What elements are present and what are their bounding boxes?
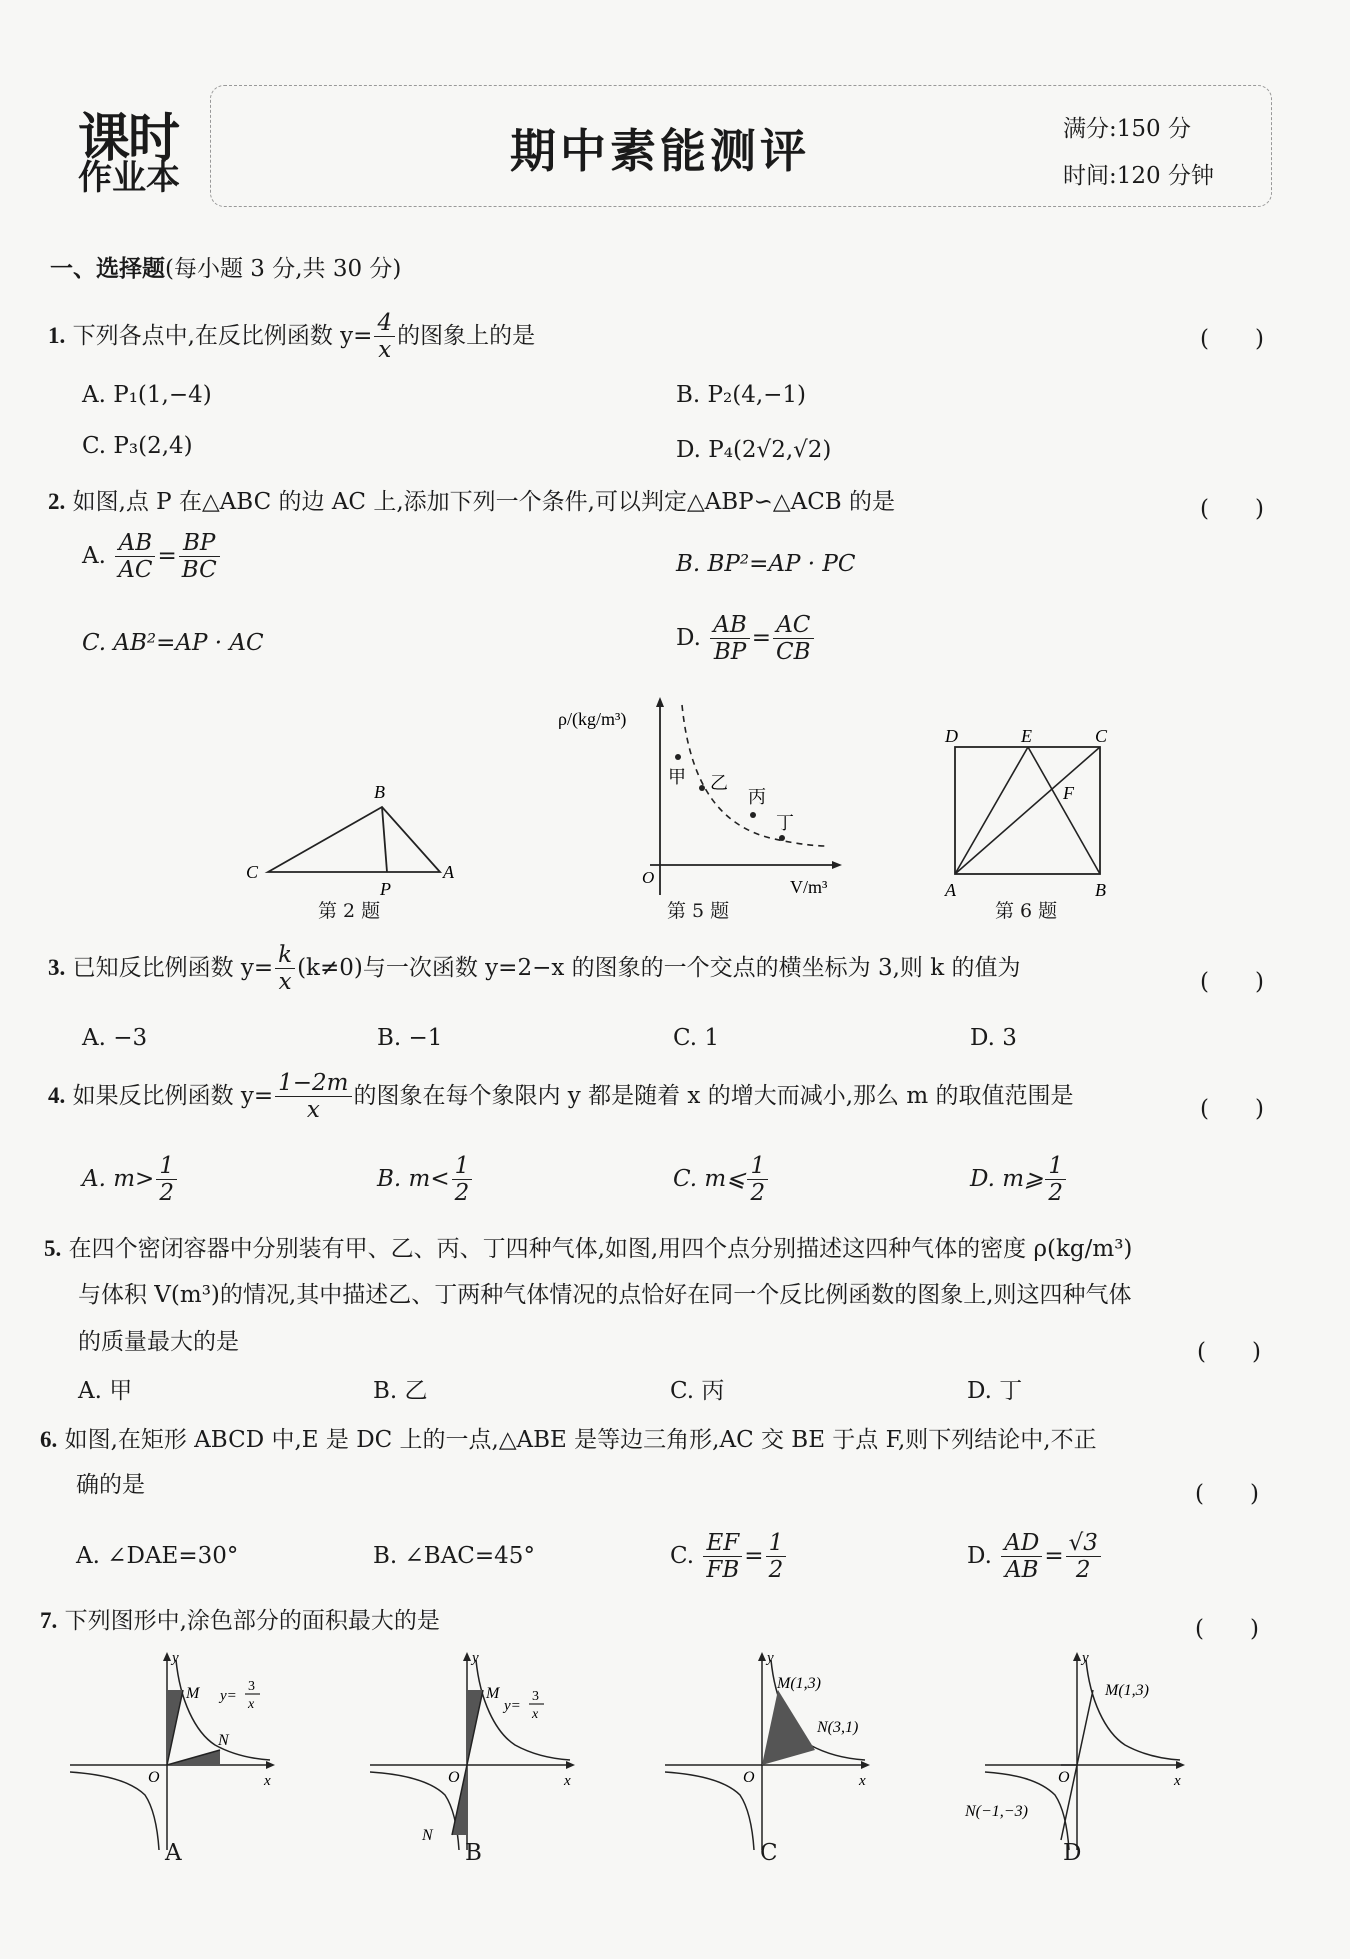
curve-q1 <box>1086 1660 1180 1760</box>
q5-option-a: A. 甲 <box>78 1378 133 1404</box>
q7-text: 下列图形中,涂色部分的面积最大的是 <box>64 1608 440 1634</box>
label-d: D <box>945 726 958 746</box>
label-b: B <box>1095 880 1106 900</box>
frac-den: BC <box>181 557 217 584</box>
logo-line1: 课时 <box>78 109 179 169</box>
q5-option-b: B. 乙 <box>373 1378 428 1404</box>
q6-answer-paren: ( ) <box>1195 1481 1259 1507</box>
q1-number: 1. <box>48 322 66 348</box>
frac-num: 1 <box>452 1153 473 1180</box>
q7-caption-c: C <box>760 1840 778 1866</box>
y-label: y <box>1082 1650 1089 1666</box>
q2-option-d: D. $\frac{AB}{BP}$ = $\frac{AC}{CB}$ <box>676 612 816 666</box>
q5-line1: 在四个密闭容器中分别装有甲、乙、丙、丁四种气体,如图,用四个点分别描述这四种气体的密度 ρ(kg/m³) <box>68 1236 1133 1262</box>
label-a: A <box>945 880 956 900</box>
q5-line2: 与体积 V(m³)的情况,其中描述乙、丁两种气体情况的点恰好在同一个反比例函数的图象上,则这四种气体 <box>78 1282 1132 1308</box>
q6-option-d: D. $\frac{AD}{AB}$ = $\frac{√3}{2}$ <box>967 1530 1103 1584</box>
question-7 <box>40 1607 440 1636</box>
frac-num: 1 <box>1045 1153 1066 1180</box>
q7-number: 7. <box>40 1608 58 1633</box>
q2-d-label: D. <box>676 624 701 651</box>
q4-answer-paren: ( ) <box>1200 1096 1264 1122</box>
question-4 <box>48 1070 1073 1124</box>
question-3 <box>48 942 1020 996</box>
label-m13: M(1,3) <box>1105 1682 1149 1699</box>
q6-d-label: D. <box>967 1542 992 1569</box>
fig5-caption: 第 5 题 <box>667 900 730 922</box>
x-arrow <box>266 1761 275 1769</box>
q4-option-c <box>673 1153 770 1207</box>
q2-d-frac2 <box>773 612 814 666</box>
y-label: y <box>767 1650 774 1666</box>
q4-a-text: A. m> <box>82 1165 155 1192</box>
q6-line2: 确的是 <box>76 1472 145 1498</box>
label-m: M <box>486 1685 500 1702</box>
q3-answer-paren: ( ) <box>1200 969 1264 995</box>
frac-num: AD <box>1001 1530 1042 1557</box>
label-n31: N(3,1) <box>817 1719 859 1736</box>
q1-option-d: D. P₄(2√2,√2) <box>676 437 832 463</box>
label-yi: 乙 <box>710 773 728 793</box>
q6-number: 6. <box>40 1427 58 1452</box>
frac-den: FB <box>706 1557 740 1584</box>
section-note: (每小题 3 分,共 30 分) <box>165 256 402 282</box>
q5-option-c: C. 丙 <box>670 1378 725 1404</box>
section-heading <box>50 250 401 283</box>
func-den: x <box>532 1707 539 1722</box>
q4-fraction <box>275 1070 351 1124</box>
figure-2 <box>240 775 470 915</box>
q5-answer-paren: ( ) <box>1197 1339 1261 1365</box>
q7-graph-c <box>665 1650 895 1865</box>
x-label: x <box>264 1773 271 1789</box>
q3-pre: 已知反比例函数 y= <box>72 954 274 981</box>
q7-caption-a: A <box>165 1840 182 1866</box>
question-5 <box>44 1235 1132 1264</box>
x-arrow <box>1176 1761 1185 1769</box>
question-1 <box>48 310 535 364</box>
frac-den: CB <box>776 639 811 666</box>
x-axis-label: V/m³ <box>790 877 828 897</box>
label-ding: 丁 <box>776 813 794 833</box>
frac-den: 2 <box>1075 1557 1091 1584</box>
fig2-caption: 第 2 题 <box>318 900 381 922</box>
q3-post: (k≠0)与一次函数 y=2−x 的图象的一个交点的横坐标为 3,则 k 的值为 <box>297 954 1021 981</box>
y-axis-label: ρ/(kg/m³) <box>558 709 627 729</box>
page-title: 期中素能测评 <box>510 124 810 178</box>
triangle-abc <box>268 807 440 872</box>
q1-answer-paren: ( ) <box>1200 326 1264 352</box>
q7-graph-d <box>960 1650 1190 1865</box>
origin-label: O <box>1058 1769 1070 1786</box>
q3-number: 3. <box>48 954 66 980</box>
q3-fraction <box>275 942 295 996</box>
figure-6 <box>935 722 1115 902</box>
frac-num: BP <box>179 530 220 557</box>
q2-answer-paren: ( ) <box>1200 496 1264 522</box>
frac-den: 2 <box>1048 1180 1063 1207</box>
curve-q3 <box>665 1772 754 1850</box>
q4-number: 4. <box>48 1082 66 1108</box>
question-6 <box>40 1426 1097 1455</box>
q4-option-b <box>377 1153 474 1207</box>
label-c: C <box>246 862 259 882</box>
frac-num: √3 <box>1066 1530 1101 1557</box>
segment-bp <box>382 807 387 872</box>
frac-num: AC <box>773 612 814 639</box>
q6-option-b: B. ∠BAC=45° <box>373 1543 535 1569</box>
q1-post: 的图象上的是 <box>397 322 536 349</box>
q7-answer-paren: ( ) <box>1195 1616 1259 1642</box>
origin-label: O <box>148 1769 160 1786</box>
frac-num: k <box>275 942 295 969</box>
q2-text: 如图,点 P 在△ABC 的边 AC 上,添加下列一个条件,可以判定△ABP∽△ACB 的是 <box>72 489 896 515</box>
logo-line2: 作业本 <box>78 158 180 198</box>
origin-label: O <box>642 868 655 887</box>
curve-q3 <box>370 1772 459 1850</box>
figure-5 <box>550 695 850 905</box>
q6-line1: 如图,在矩形 ABCD 中,E 是 DC 上的一点,△ABE 是等边三角形,AC 交 BE 于点 F,则下列结论中,不正 <box>64 1427 1097 1453</box>
label-n: N <box>218 1732 229 1749</box>
q7-caption-d: D <box>1063 1840 1082 1866</box>
frac-num: 1 <box>766 1530 787 1557</box>
func-num: 3 <box>532 1689 539 1704</box>
func-den: x <box>248 1697 255 1712</box>
func-num: 3 <box>248 1679 255 1694</box>
point-yi <box>699 785 705 791</box>
q6-c-label: C. <box>670 1542 695 1569</box>
q1-option-a: A. P₁(1,−4) <box>82 382 212 408</box>
q1-option-c: C. P₃(2,4) <box>82 433 193 459</box>
q1-fraction <box>374 310 395 364</box>
question-2 <box>48 488 895 517</box>
segment-ac <box>955 747 1100 874</box>
y-arrow <box>463 1652 471 1661</box>
q1-frac-den: x <box>378 337 392 364</box>
segment-ae <box>955 747 1028 874</box>
q2-a-frac1 <box>115 530 155 584</box>
frac-den: x <box>306 1097 320 1124</box>
q3-option-a: A. −3 <box>82 1025 148 1051</box>
frac-den: 2 <box>750 1180 766 1207</box>
q4-c-text: C. m⩽ <box>673 1165 746 1192</box>
label-nm13: N(−1,−3) <box>965 1803 1028 1820</box>
frac-den: 2 <box>454 1180 470 1207</box>
segment-be <box>1028 747 1100 874</box>
point-jia <box>675 754 681 760</box>
q6-option-a: A. ∠DAE=30° <box>76 1543 239 1569</box>
q7-graph-b <box>370 1650 585 1865</box>
frac-num: EF <box>703 1530 742 1557</box>
frac-num: 1 <box>156 1153 177 1180</box>
q7-graph-a <box>70 1650 285 1865</box>
frac-den: x <box>278 969 292 996</box>
q2-option-a: A. $\frac{AB}{AC}$ = $\frac{BP}{BC}$ <box>82 530 222 584</box>
frac-num: 1 <box>747 1153 768 1180</box>
label-jia: 甲 <box>668 767 686 787</box>
q4-d-text: D. m⩾ <box>970 1165 1044 1192</box>
frac-num: AB <box>115 530 155 557</box>
q6-d-frac2 <box>1066 1530 1101 1584</box>
label-m: M <box>186 1685 200 1702</box>
frac-den: AC <box>118 557 153 584</box>
label-f: F <box>1063 783 1074 803</box>
origin-label: O <box>448 1769 460 1786</box>
origin-label: O <box>743 1769 755 1786</box>
q6-d-frac1 <box>1001 1530 1042 1584</box>
q4-c-frac <box>747 1153 768 1207</box>
y-arrow <box>656 697 664 707</box>
x-label: x <box>1174 1773 1181 1789</box>
q4-pre: 如果反比例函数 y= <box>72 1082 274 1109</box>
q4-b-text: B. m< <box>377 1165 450 1192</box>
frac-num: 1−2m <box>275 1070 351 1097</box>
frac-den: AB <box>1005 1557 1039 1584</box>
x-label: x <box>859 1773 866 1789</box>
section-title: 一、选择题 <box>50 256 165 282</box>
point-ding <box>779 835 785 841</box>
label-a: A <box>443 862 454 882</box>
q4-post: 的图象在每个象限内 y 都是随着 x 的增大而减小,那么 m 的取值范围是 <box>353 1082 1074 1109</box>
q3-option-d: D. 3 <box>970 1025 1017 1051</box>
q4-option-a <box>82 1153 179 1207</box>
q4-a-frac <box>156 1153 177 1207</box>
q6-c-frac2 <box>766 1530 787 1584</box>
point-bing <box>750 812 756 818</box>
q2-a-label: A. <box>82 542 106 569</box>
q1-frac-num: 4 <box>374 310 395 337</box>
q2-option-c: C. AB²=AP · AC <box>82 630 264 656</box>
q5-line3: 的质量最大的是 <box>78 1329 239 1355</box>
full-score: 满分:150 分 <box>1063 116 1191 142</box>
x-arrow <box>566 1761 575 1769</box>
q1-pre: 下列各点中,在反比例函数 y= <box>72 322 373 349</box>
shaded-triangle <box>762 1690 815 1765</box>
x-arrow <box>832 861 842 869</box>
frac-den: 2 <box>768 1557 784 1584</box>
frac-den: 2 <box>159 1180 174 1207</box>
q2-d-frac1 <box>710 612 750 666</box>
q5-option-d: D. 丁 <box>967 1378 1023 1404</box>
y-arrow <box>1073 1652 1081 1661</box>
frac-num: AB <box>710 612 750 639</box>
inverse-curve <box>682 705 825 846</box>
y-label: y <box>172 1650 179 1666</box>
label-m13: M(1,3) <box>777 1675 821 1692</box>
q5-number: 5. <box>44 1236 62 1261</box>
q4-d-frac <box>1045 1153 1066 1207</box>
func-label: y= <box>220 1688 237 1704</box>
q2-a-frac2 <box>179 530 220 584</box>
q2-number: 2. <box>48 489 66 514</box>
x-label: x <box>564 1773 571 1789</box>
y-label: y <box>472 1650 479 1666</box>
q3-option-b: B. −1 <box>377 1025 443 1051</box>
y-arrow <box>163 1652 171 1661</box>
func-label: y= <box>504 1698 521 1714</box>
label-p: P <box>380 879 391 899</box>
x-arrow <box>861 1761 870 1769</box>
q2-option-b: B. BP²=AP · PC <box>676 551 856 577</box>
label-bing: 丙 <box>748 787 766 807</box>
label-e: E <box>1021 726 1032 746</box>
y-arrow <box>758 1652 766 1661</box>
curve-q3 <box>70 1772 159 1850</box>
q1-option-b: B. P₂(4,−1) <box>676 382 807 408</box>
frac-den: BP <box>713 639 747 666</box>
fig6-caption: 第 6 题 <box>995 900 1058 922</box>
q3-option-c: C. 1 <box>673 1025 720 1051</box>
q4-b-frac <box>452 1153 473 1207</box>
label-n: N <box>422 1827 433 1844</box>
q6-option-c: C. $\frac{EF}{FB}$ = $\frac{1}{2}$ <box>670 1530 788 1584</box>
curve-q1 <box>476 1660 570 1760</box>
exam-time: 时间:120 分钟 <box>1063 163 1214 189</box>
q4-option-d <box>970 1153 1068 1207</box>
label-b: B <box>374 782 385 802</box>
q6-c-frac1 <box>703 1530 742 1584</box>
q7-caption-b: B <box>465 1840 482 1866</box>
label-c: C <box>1095 726 1108 746</box>
